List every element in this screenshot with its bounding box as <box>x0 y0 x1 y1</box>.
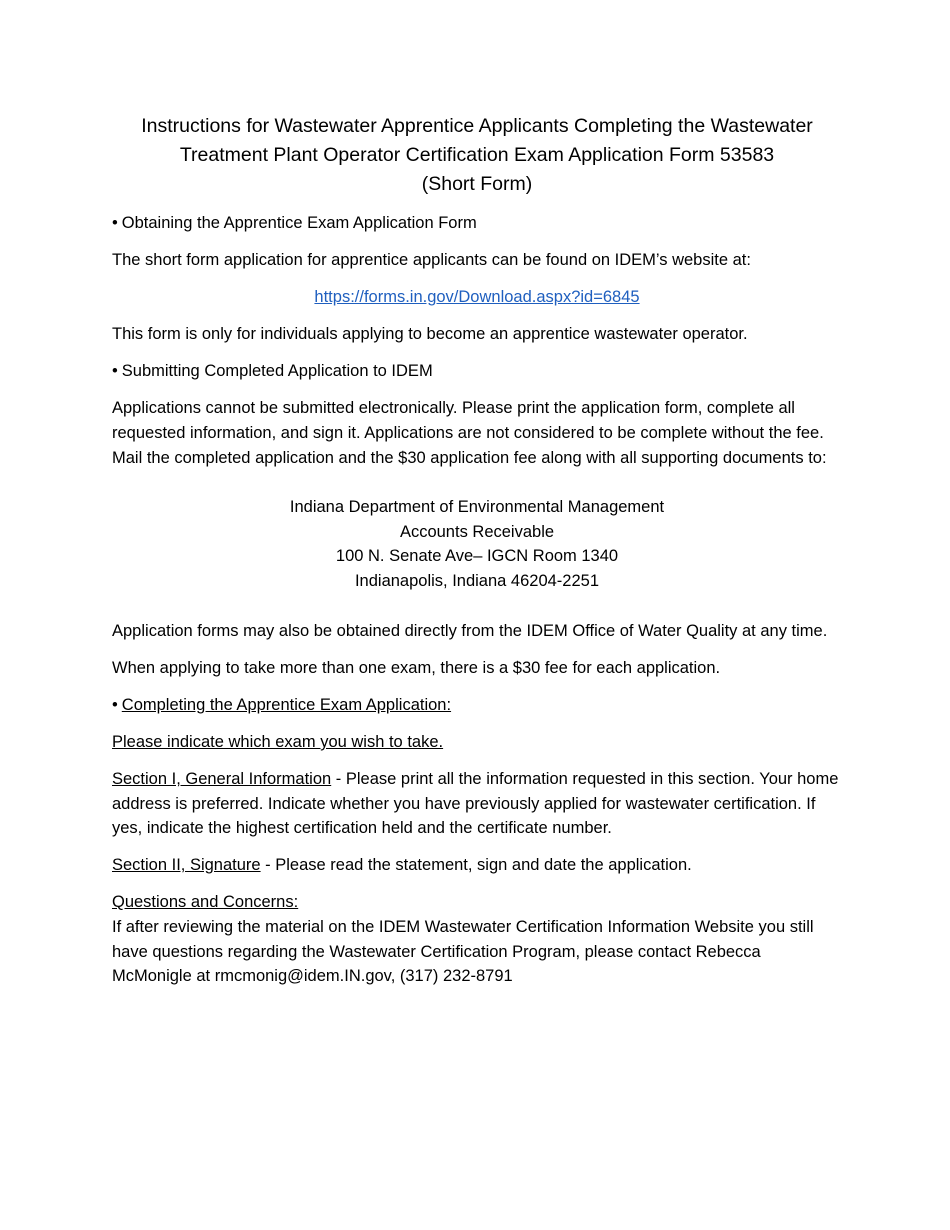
bullet-icon: • <box>112 362 118 381</box>
bullet-icon: • <box>112 214 118 232</box>
section-heading-submitting-text: Submitting Completed Application to IDEM <box>121 362 433 381</box>
document-page <box>112 112 842 989</box>
section-ii-paragraph <box>112 853 842 878</box>
section-heading-obtaining-text: Obtaining the Apprentice Exam Application Form <box>121 214 477 232</box>
title-line-2: Treatment Plant Operator Certification Exam Application Form 53583 <box>179 144 775 166</box>
title-line-3: (Short Form) <box>421 173 533 195</box>
section-heading-submitting <box>112 359 842 384</box>
document-title <box>112 112 842 199</box>
section-i-label: Section I, General Information <box>112 770 332 788</box>
obtaining-text: The short form application for apprentice applicants can be found on IDEM’s website at: <box>112 251 751 270</box>
title-line-1: Instructions for Wastewater Apprentice Applicants Completing the Wastewater <box>141 115 813 137</box>
submitting-text: Applications cannot be submitted electronically. Please print the application form, complete all requested information, and sign it. Applications are not considered to be complete without the fee. Mail the completed application and the $30 application fee along with all supporting documents to: <box>112 399 827 467</box>
address-line-2: Accounts Receivable <box>399 522 555 541</box>
questions-heading-text: Questions and Concerns: <box>112 893 299 912</box>
section-i-paragraph <box>112 767 842 841</box>
mailing-address <box>112 495 842 593</box>
section-ii-label: Section II, Signature <box>112 856 261 875</box>
fee-note: When applying to take more than one exam, there is a $30 fee for each application. <box>112 658 721 677</box>
indicate-exam-label: Please indicate which exam you wish to take. <box>112 732 444 751</box>
section-heading-completing-text: Completing the Apprentice Exam Application: <box>121 695 452 714</box>
questions-text: If after reviewing the material on the IDEM Wastewater Certification Information Website you still have questions regarding the Wastewater Certification Program, please contact Rebecca McMonigle at rmcmonig@idem.IN.gov, (317) 232-8791 <box>112 917 814 986</box>
form-link-paragraph <box>112 285 842 310</box>
address-line-1: Indiana Department of Environmental Management <box>289 498 665 517</box>
section-i-text: - Please print all the information requested in this section. Your home address is preferred. Indicate whether you have previously applied for wastewater certification. If yes, indicate the highest certification held and the certificate number. <box>112 770 839 838</box>
indicate-exam-text <box>112 730 842 755</box>
address-line-3: 100 N. Senate Ave– IGCN Room 1340 <box>335 547 619 566</box>
form-download-link[interactable]: https://forms.in.gov/Download.aspx?id=6845 <box>314 288 640 307</box>
section-heading-completing <box>112 693 842 718</box>
address-line-4: Indianapolis, Indiana 46204-2251 <box>354 572 600 591</box>
apprentice-only-note: This form is only for individuals applying to become an apprentice wastewater operator. <box>112 325 748 344</box>
also-obtain-text: Application forms may also be obtained directly from the IDEM Office of Water Quality at any time. <box>112 621 828 640</box>
bullet-icon: • <box>112 695 118 714</box>
questions-heading <box>112 890 842 915</box>
section-ii-text: - Please read the statement, sign and date the application. <box>260 856 692 875</box>
section-heading-obtaining <box>112 211 842 236</box>
